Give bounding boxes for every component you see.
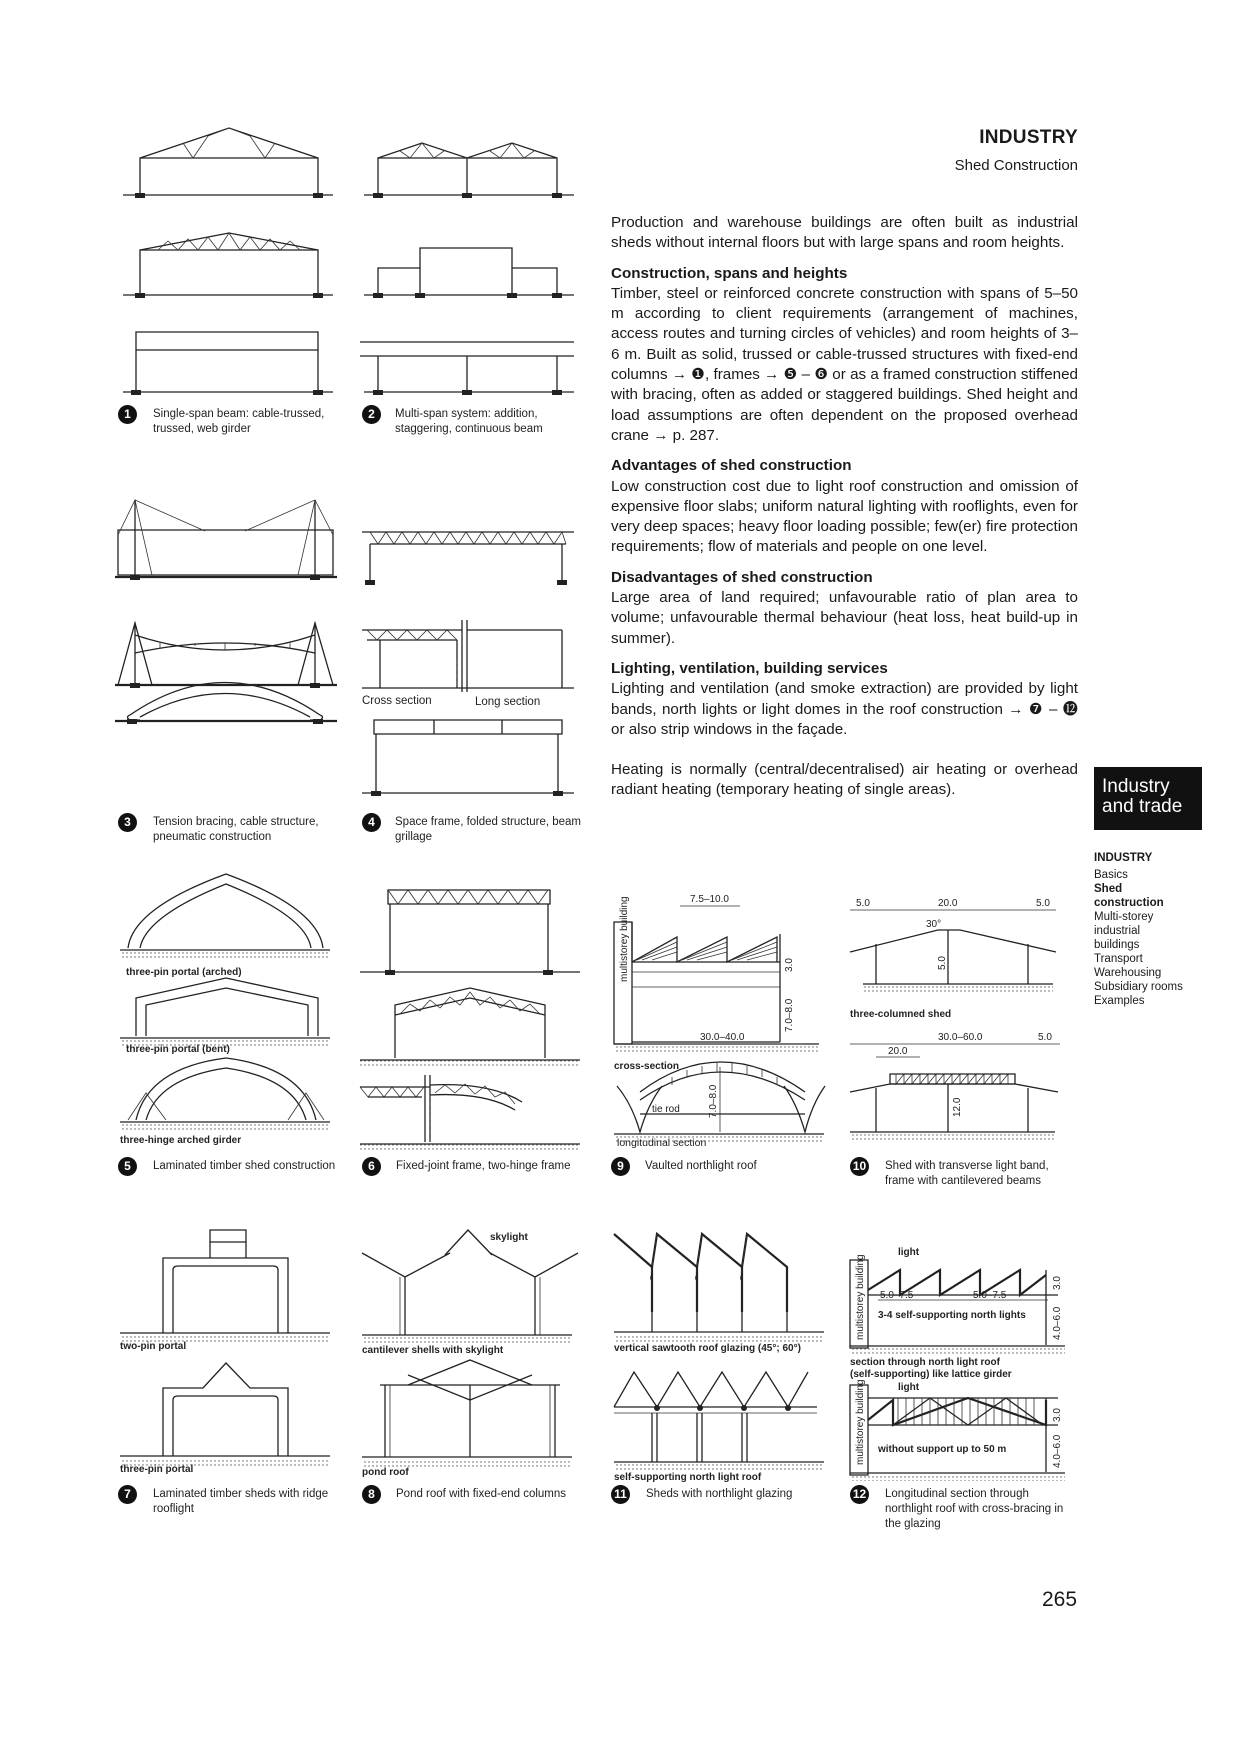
side-nav	[1094, 851, 1183, 1008]
section-heading: Disadvantages of shed construction	[611, 568, 873, 586]
pond-roof	[362, 1360, 572, 1478]
figure-1-drawing	[118, 120, 333, 400]
figure-10-drawing	[848, 862, 1063, 1152]
self-supporting-north-light	[614, 1372, 824, 1483]
dim-5-75-b: 5.0–7.5	[973, 1290, 1007, 1301]
chapter-tab[interactable]	[1094, 767, 1202, 830]
figure-2-number: 2	[362, 405, 381, 424]
section-heading: Construction, spans and heights	[611, 264, 848, 282]
side-nav-item-active[interactable]: Shed	[1094, 883, 1123, 895]
side-nav-item[interactable]: industrial	[1094, 925, 1141, 937]
figure-1-number: 1	[118, 405, 137, 424]
dim-30-60: 30.0–60.0	[938, 1032, 983, 1043]
figure-5-drawing	[118, 868, 333, 1148]
section-heading: Lighting, ventilation, building services	[611, 659, 888, 677]
figure-3-caption: Tension bracing, cable structure, pneumatic construction	[153, 816, 319, 843]
dim-20-b: 20.0	[888, 1046, 908, 1057]
section-text: Timber, steel or reinforced concrete construction with spans of 5–50 m according to client requirements (arrangement of machines, access routes and turning circles of vehicles) and room heights of 3–6 m. Built as solid, trussed or cable-trussed structures with fixed-end columns → ❶, frames → ❺ – ❻ or as a framed construction stiffened with bracing, often as added or staggered buildings. Shed height and load assumptions are often dependent on the proposed overhead crane → p. 287.	[611, 284, 1078, 444]
figure-10-number: 10	[850, 1157, 869, 1176]
figure-5-number: 5	[118, 1157, 137, 1176]
long-section-label: Long section	[475, 696, 541, 708]
figure-3-drawing	[115, 495, 340, 795]
dim-5-75-a: 5.0–7.5	[880, 1290, 914, 1301]
dim-30-40: 30.0–40.0	[700, 1032, 745, 1043]
beam-grillage	[362, 720, 574, 796]
section-text: Lighting and ventilation (and smoke extraction) are provided by light bands, north lights or light domes in the roof construction → ❼ – ⓬ or also strip windows in the façade.	[611, 680, 1078, 738]
section-heading: Advantages of shed construction	[611, 457, 852, 475]
section-nl-label-2: (self-supporting) like lattice girder	[850, 1369, 1012, 1380]
three-pin-portal-arched	[120, 874, 330, 978]
nl-count-label: 3-4 self-supporting north lights	[878, 1310, 1026, 1321]
side-nav-item[interactable]: Basics	[1094, 869, 1128, 881]
pneumatic-construction	[115, 683, 337, 725]
side-nav-item[interactable]: Warehousing	[1094, 967, 1162, 979]
page-number: 265	[1042, 1588, 1078, 1611]
intro-paragraph: Production and warehouse buildings are often built as industrial sheds without internal floors but with large spans and room heights.	[611, 214, 1078, 252]
space-frame	[362, 532, 574, 585]
side-nav-item-active[interactable]: construction	[1094, 897, 1164, 909]
side-nav-heading: INDUSTRY	[1094, 852, 1153, 864]
dim-4-6-a: 4.0–6.0	[1052, 1306, 1063, 1340]
light-label-a: light	[898, 1247, 920, 1258]
tie-rod-label: tie rod	[652, 1104, 680, 1115]
multistorey-label: multistorey building	[619, 896, 630, 982]
chapter-tab-line2: and trade	[1102, 796, 1183, 817]
closing-paragraph: Heating is normally (central/decentralised) air heating or overhead radiant heating (temporary heating of single areas).	[611, 761, 1078, 799]
side-nav-item[interactable]: Multi-storey	[1094, 911, 1154, 923]
light-label-b: light	[898, 1382, 920, 1393]
three-hinge-arched-girder	[120, 1058, 330, 1146]
dim-3-b: 3.0	[1052, 1408, 1063, 1422]
figure-12-caption: Longitudinal section through northlight roof with cross-bracing in the glazing	[885, 1488, 1064, 1530]
skylight-label: skylight	[490, 1232, 528, 1243]
figure-11-number: 11	[611, 1485, 630, 1504]
arched-label: three-pin portal (arched)	[126, 967, 242, 978]
figure-9-vault-drawing	[612, 1032, 827, 1152]
cantilever-label: cantilever shells with skylight	[362, 1345, 504, 1356]
section-text: Large area of land required; unfavourable ratio of plan area to volume; unfavourable thermal behaviour (heat loss, heat build-up in summer).	[611, 589, 1078, 647]
multistorey-label-12a: multistorey building	[855, 1254, 866, 1340]
figure-7-caption: Laminated timber sheds with ridge rooflight	[153, 1488, 329, 1515]
folded-structure	[362, 620, 574, 692]
dim-20: 20.0	[938, 898, 958, 909]
cantilever-shells	[362, 1230, 578, 1356]
figure-9-number: 9	[611, 1157, 630, 1176]
self-supporting-label: self-supporting north light roof	[614, 1472, 762, 1483]
cable-trussed-beam	[123, 128, 333, 198]
figure-7-drawing	[118, 1228, 333, 1488]
figure-8-caption: Pond roof with fixed-end columns	[396, 1488, 567, 1500]
web-girder	[123, 332, 333, 395]
dim-7-5-10: 7.5–10.0	[690, 894, 729, 905]
longitudinal-section-label: longitudinal section	[617, 1137, 707, 1149]
figure-2-caption: Multi-span system: addition, staggering, continuous beam	[395, 408, 543, 435]
transverse-light-band	[850, 1032, 1060, 1142]
chapter-tab-line1: Industry	[1102, 776, 1170, 797]
vaulted-longitudinal	[614, 1032, 825, 1143]
trussed-beam	[123, 233, 333, 298]
figure-4-drawing	[362, 520, 577, 800]
dim-12: 12.0	[952, 1097, 963, 1117]
dim-5-left: 5.0	[856, 898, 870, 909]
dim-5-b: 5.0	[1038, 1032, 1052, 1043]
figure-11-drawing	[612, 1232, 827, 1487]
two-hinge-frame	[360, 988, 580, 1068]
dim-4-6-b: 4.0–6.0	[1052, 1434, 1063, 1468]
sawtooth-label: vertical sawtooth roof glazing (45°; 60°)	[614, 1343, 801, 1354]
dim-7-8: 7.0–8.0	[784, 998, 795, 1032]
figure-2-drawing	[360, 120, 575, 400]
figure-1-caption: Single-span beam: cable-trussed, trussed, web girder	[153, 408, 325, 435]
figure-8-number: 8	[362, 1485, 381, 1504]
two-pin-label: two-pin portal	[120, 1341, 187, 1352]
continuous-beam	[360, 342, 574, 395]
figure-5-caption: Laminated timber shed construction	[153, 1160, 336, 1172]
side-nav-item[interactable]: Subsidiary rooms	[1094, 981, 1183, 993]
figure-9-caption: Vaulted northlight roof	[645, 1160, 757, 1172]
figure-6-number: 6	[362, 1157, 381, 1176]
three-columned-shed	[850, 898, 1056, 1020]
fixed-joint-frame	[360, 890, 580, 975]
section-nl-label-1: section through north light roof	[850, 1357, 1000, 1368]
multistorey-label-12b: multistorey building	[855, 1379, 866, 1465]
vertical-sawtooth	[614, 1234, 824, 1354]
cross-section-label: Cross section	[362, 695, 432, 707]
three-pin-portal-bent	[120, 978, 330, 1055]
body-text	[611, 213, 1078, 801]
figure-12-number: 12	[850, 1485, 869, 1504]
side-nav-item[interactable]: Transport	[1094, 953, 1143, 965]
three-pin-portal	[120, 1363, 330, 1475]
north-light-section	[850, 1247, 1065, 1380]
dim-7-8-vault: 7.0–8.0	[708, 1084, 719, 1118]
side-nav-item[interactable]: Examples	[1094, 995, 1145, 1007]
without-support-label: without support up to 50 m	[878, 1444, 1007, 1455]
figure-11-caption: Sheds with northlight glazing	[646, 1488, 793, 1500]
arched-girder-label: three-hinge arched girder	[120, 1135, 242, 1146]
deg-30: 30°	[926, 919, 942, 930]
side-nav-item[interactable]: buildings	[1094, 939, 1140, 951]
figure-6-caption: Fixed-joint frame, two-hinge frame	[396, 1160, 571, 1172]
addition-system	[364, 143, 574, 198]
three-columned-label: three-columned shed	[850, 1009, 952, 1020]
page-title: INDUSTRY	[979, 127, 1078, 148]
page-subtitle: Shed Construction	[954, 157, 1078, 174]
figure-4-number: 4	[362, 813, 381, 832]
figure-6-drawing	[360, 880, 580, 1150]
dim-3-a: 3.0	[1052, 1276, 1063, 1290]
bent-label: three-pin portal (bent)	[126, 1044, 230, 1055]
figure-8-drawing	[360, 1225, 580, 1490]
three-pin-label: three-pin portal	[120, 1464, 194, 1475]
dim-5-right: 5.0	[1036, 898, 1050, 909]
staggering-system	[364, 248, 574, 298]
dim-5-mid: 5.0	[937, 956, 948, 970]
figure-12-drawing	[848, 1240, 1073, 1490]
figure-3-number: 3	[118, 813, 137, 832]
section-text: Low construction cost due to light roof construction and omission of expensive floor slabs; uniform natural lighting with rooflights, even for very deep spaces; heavy floor loading possible; few(er) fire protection requirements; flow of materials and people on one level.	[611, 477, 1078, 556]
figure-7-number: 7	[118, 1485, 137, 1504]
lattice-girder-section	[850, 1379, 1065, 1481]
pond-roof-label: pond roof	[362, 1467, 409, 1478]
cross-section-lc-label: cross-section	[614, 1061, 680, 1072]
cable-structure	[115, 623, 337, 688]
two-pin-portal	[120, 1230, 330, 1352]
figure-10-caption: Shed with transverse light band, frame with cantilevered beams	[885, 1160, 1049, 1187]
dim-3: 3.0	[784, 958, 795, 972]
tension-bracing	[115, 500, 337, 580]
cantilever-frame	[360, 1075, 580, 1150]
figure-4-caption: Space frame, folded structure, beam grillage	[395, 816, 582, 843]
